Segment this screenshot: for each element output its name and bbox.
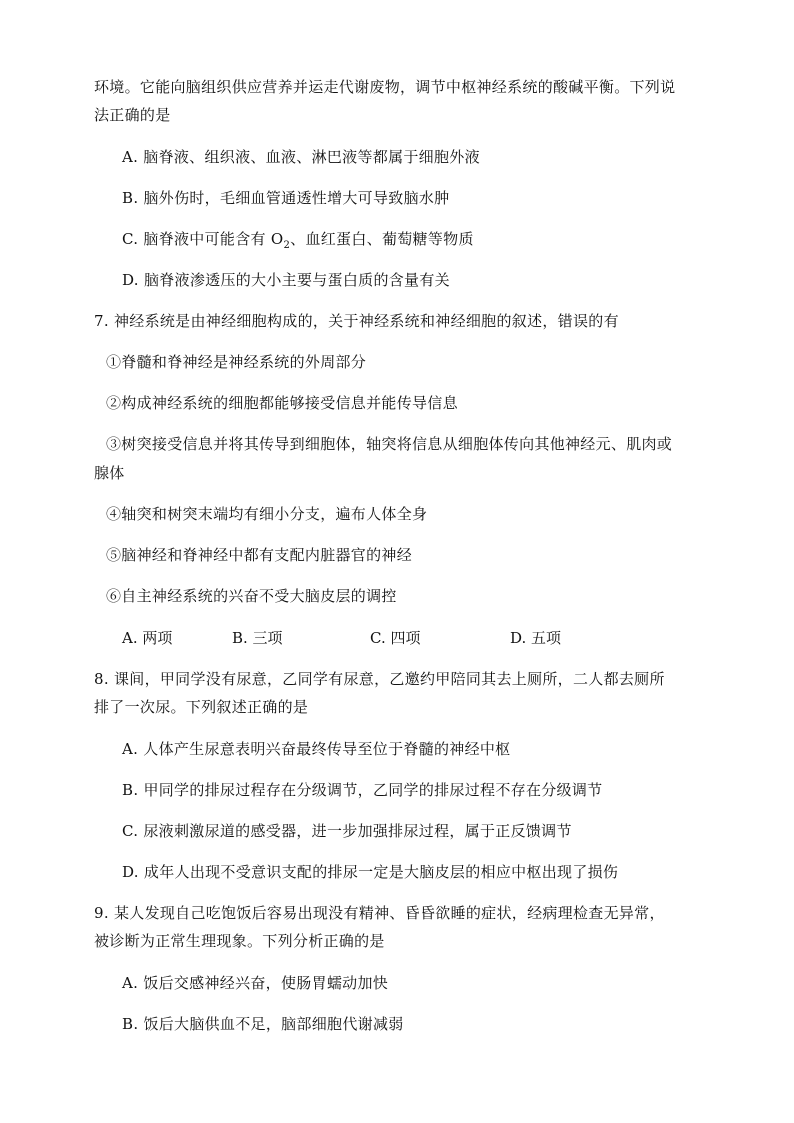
- q7-item-5: ⑤脑神经和脊神经中都有支配内脏器官的神经: [106, 546, 413, 564]
- q6-option-d-label: D.: [122, 271, 139, 289]
- q9-stem-line-2: 被诊断为正常生理现象。下列分析正确的是: [94, 932, 385, 950]
- q9-stem-line-1: 9. 某人发现自己吃饱饭后容易出现没有精神、昏昏欲睡的症状，经病理检查无异常，: [94, 904, 665, 922]
- q6-option-c: [122, 229, 474, 249]
- q7-item-3: ③树突接受信息并将其传导到细胞体，轴突将信息从细胞体传向其他神经元、肌肉或: [106, 435, 673, 453]
- q6-option-a-label: A.: [122, 148, 139, 166]
- q6-option-c-label: C.: [122, 230, 139, 248]
- q8-option-d: D. 成年人出现不受意识支配的排尿一定是大脑皮层的相应中枢出现了损伤: [122, 863, 619, 881]
- q8-stem-line-2: 排了一次尿。下列叙述正确的是: [94, 698, 309, 716]
- q6-option-a: [122, 147, 480, 167]
- q6-option-a-text: 脑脊液、组织液、血液、淋巴液等都属于细胞外液: [143, 148, 480, 166]
- q6-option-c-text-post: 、血红蛋白、葡萄糖等物质: [290, 230, 474, 248]
- q7-item-6: ⑥自主神经系统的兴奋不受大脑皮层的调控: [106, 587, 397, 605]
- q6-option-b-label: B.: [122, 189, 139, 207]
- q6-stem-line-1: 环境。它能向脑组织供应营养并运走代谢废物，调节中枢神经系统的酸碱平衡。下列说: [94, 78, 676, 96]
- q6-option-b: [122, 188, 450, 208]
- q6-option-d-text: 脑脊液渗透压的大小主要与蛋白质的含量有关: [143, 271, 450, 289]
- q7-option-c: C. 四项: [370, 629, 421, 647]
- q8-option-c: C. 尿液刺激尿道的感受器，进一步加强排尿过程，属于正反馈调节: [122, 822, 572, 840]
- q6-option-b-text: 脑外伤时，毛细血管通透性增大可导致脑水肿: [143, 189, 450, 207]
- q7-option-a: A. 两项: [122, 629, 173, 647]
- q7-item-1: ①脊髓和脊神经是神经系统的外周部分: [106, 353, 367, 371]
- q6-option-d: [122, 270, 450, 290]
- q9-option-a: A. 饭后交感神经兴奋，使肠胃蠕动加快: [122, 974, 389, 992]
- q6-stem-line-2: 法正确的是: [94, 106, 171, 124]
- q7-stem: 7. 神经系统是由神经细胞构成的，关于神经系统和神经细胞的叙述，错误的有: [94, 312, 619, 330]
- q7-item-2: ②构成神经系统的细胞都能够接受信息并能传导信息: [106, 394, 458, 412]
- q8-option-b: B. 甲同学的排尿过程存在分级调节，乙同学的排尿过程不存在分级调节: [122, 781, 603, 799]
- q7-option-b: B. 三项: [232, 629, 283, 647]
- q7-item-3-cont: 腺体: [94, 464, 125, 482]
- q7-item-4: ④轴突和树突末端均有细小分支，遍布人体全身: [106, 505, 428, 523]
- q8-option-a: A. 人体产生尿意表明兴奋最终传导至位于脊髓的神经中枢: [122, 740, 511, 758]
- q9-option-b: B. 饭后大脑供血不足，脑部细胞代谢减弱: [122, 1015, 404, 1033]
- q6-option-c-subscript: 2: [283, 240, 291, 251]
- q7-option-d: D. 五项: [510, 629, 562, 647]
- q6-option-c-text-pre: 脑脊液中可能含有 O: [143, 230, 284, 248]
- q8-stem-line-1: 8. 课间，甲同学没有尿意，乙同学有尿意，乙邀约甲陪同其去上厕所，二人都去厕所: [94, 670, 665, 688]
